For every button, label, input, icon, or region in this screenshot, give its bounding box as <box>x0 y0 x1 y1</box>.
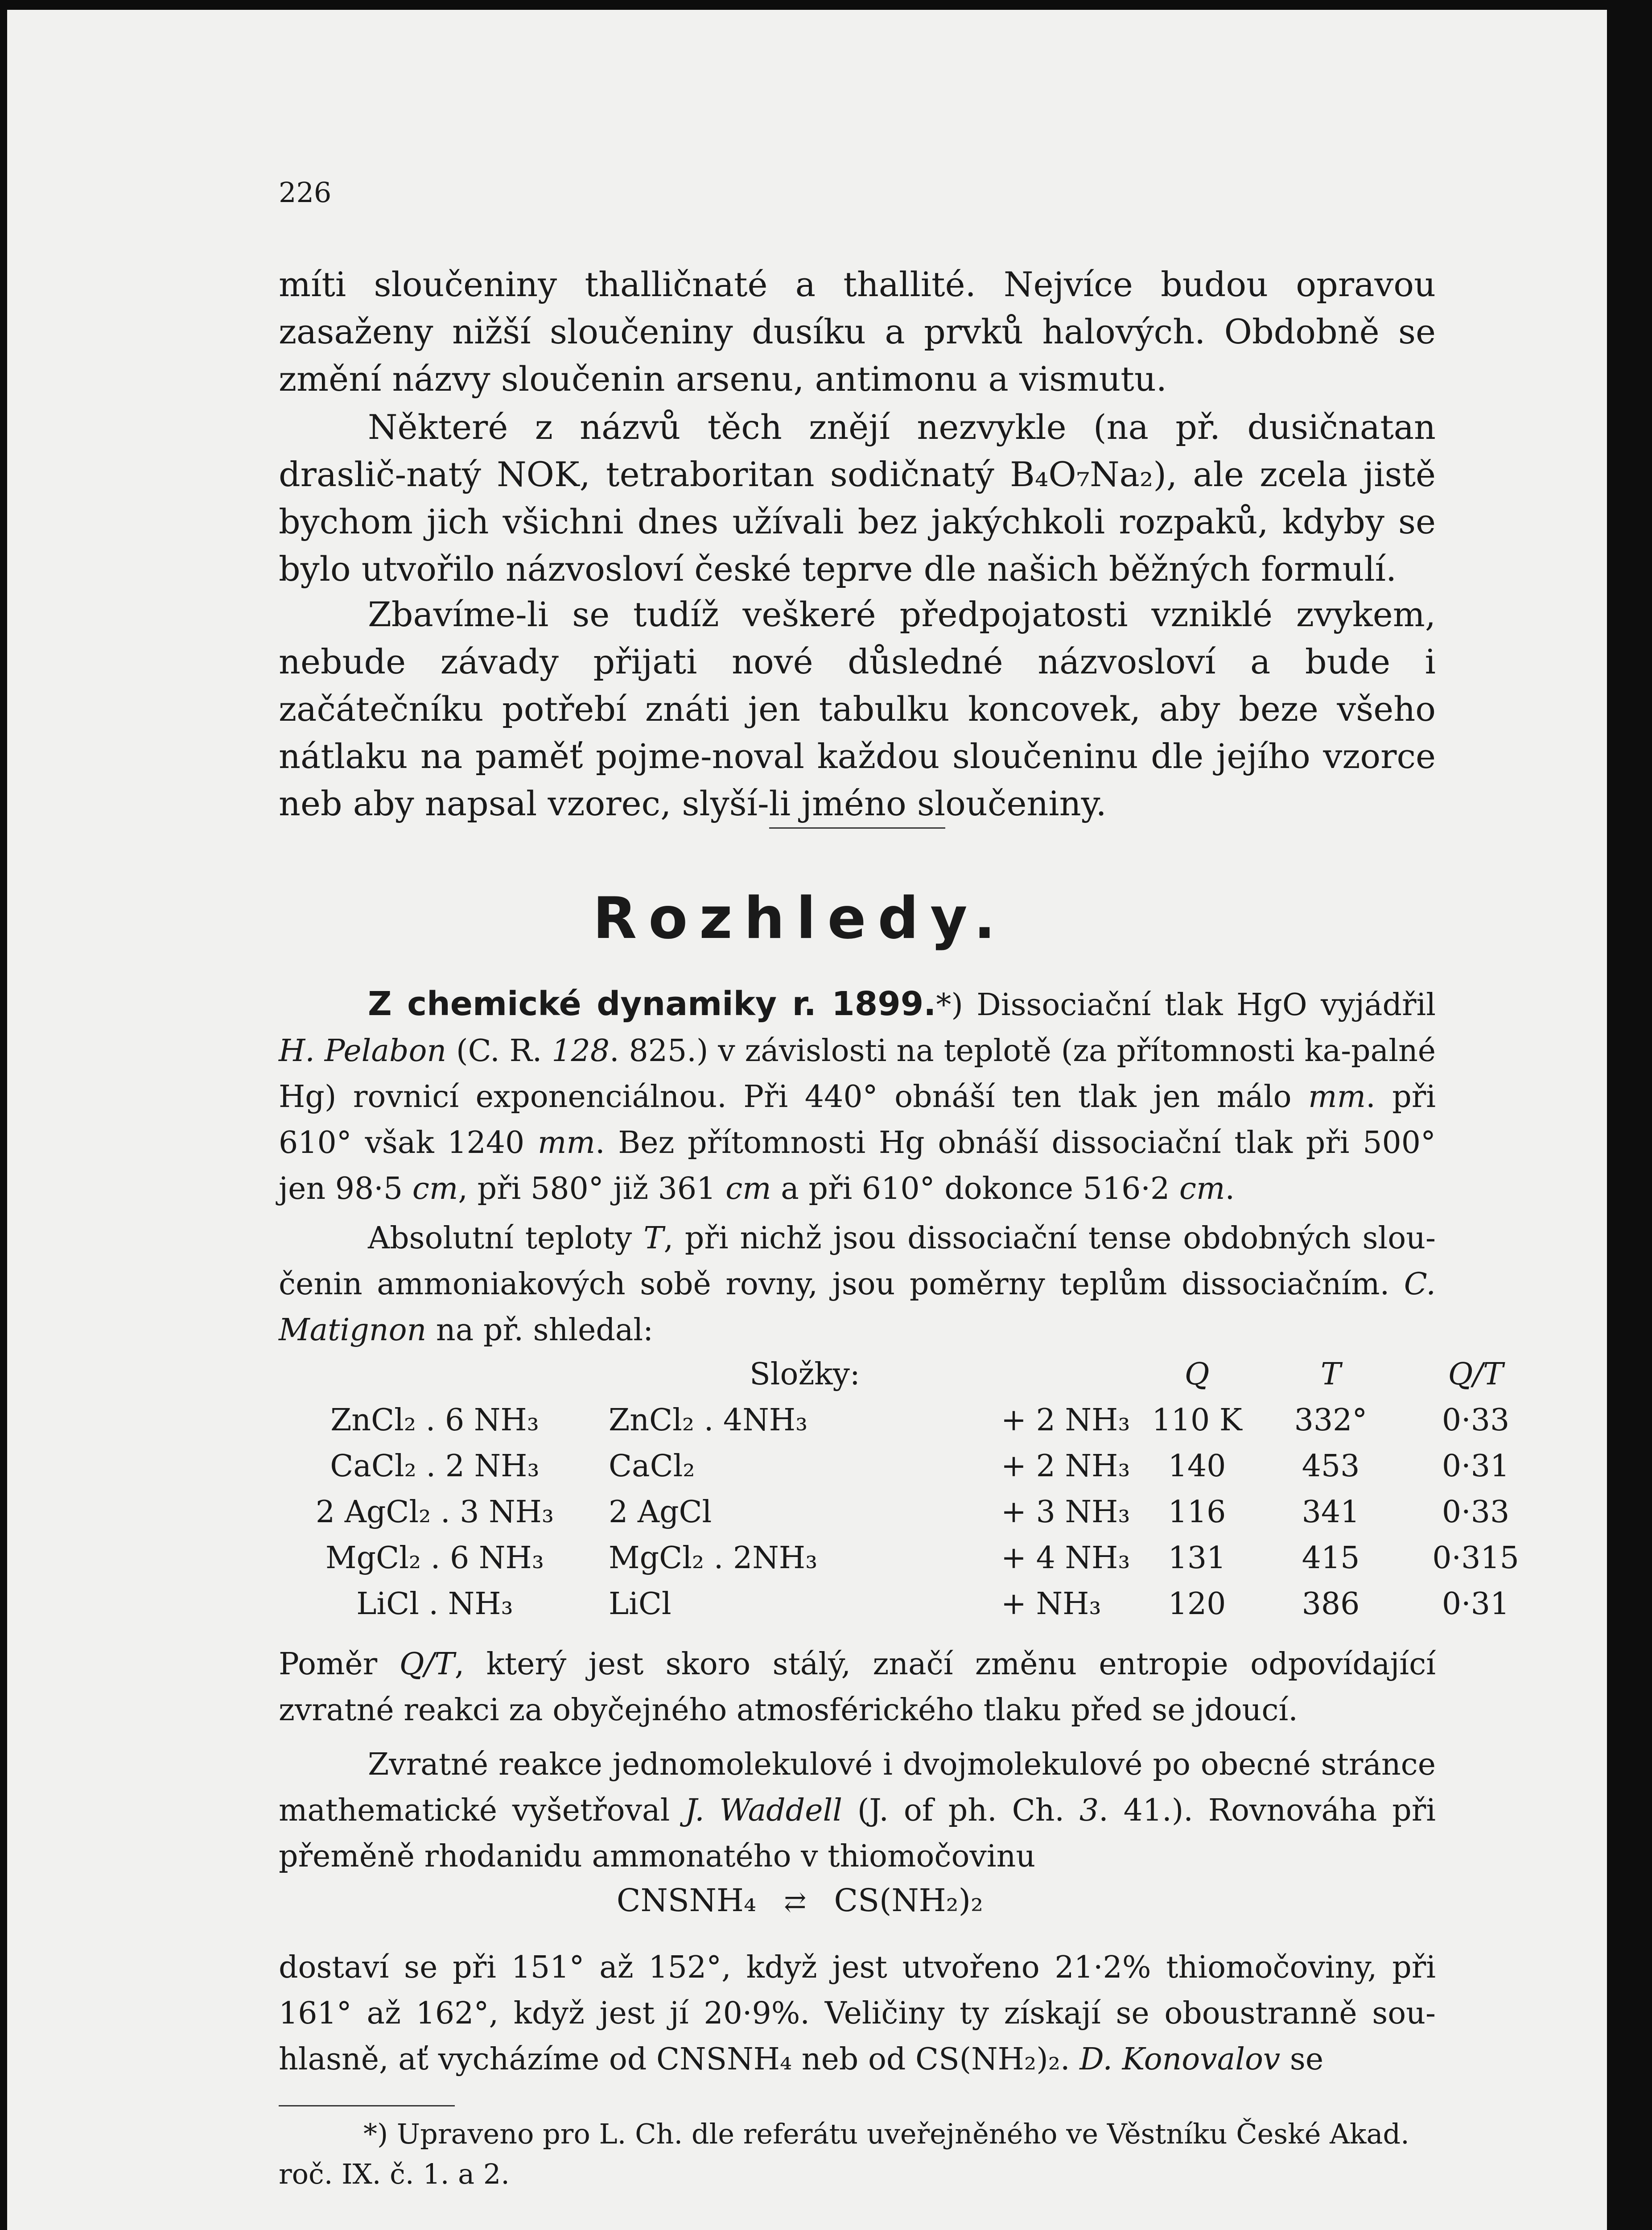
equilibrium-equation <box>0 1882 1600 1919</box>
table-row <box>279 1397 1554 1443</box>
text: Zvratné reakce jednomolekulové i dvojmolekulové po obecné stránce mathematické vyšetřoval <box>279 1747 1436 1828</box>
table-header: Q/T <box>1448 1357 1504 1392</box>
text: dostaví se při 151° až 152°, když jest utvořeno 21·2% thiomočoviny, při 161° až 162°, když jest jí 20·9%. Veličiny ty získají se oboustranně sou-hlasně, ať vycházíme od CNSNH₄ neb od CS(NH₂)₂. <box>279 1950 1436 2077</box>
table-cell: + 2 NH₃ <box>1001 1449 1130 1484</box>
unit: mm <box>1308 1079 1366 1115</box>
table-header: T <box>1320 1357 1341 1392</box>
text: , při 580° již 361 <box>458 1171 726 1206</box>
table-cell: 140 <box>1168 1449 1226 1484</box>
table-cell: ZnCl₂ . 4NH₃ <box>609 1403 808 1438</box>
table-row <box>279 1535 1554 1581</box>
table-cell: LiCl . NH₃ <box>356 1586 513 1622</box>
text: . Bez přítomnosti Hg obnáší dissociační tlak při 500° jen 98·5 <box>279 1125 1436 1206</box>
text: . 41.). Rovnováha při přeměně rhodanidu ammonatého v thiomočovinu <box>279 1793 1436 1874</box>
footnote-mark: *) <box>936 987 963 1023</box>
variable-q-over-t: Q/T <box>399 1647 455 1682</box>
table-cell: 415 <box>1302 1540 1360 1576</box>
table-cell: + 2 NH₃ <box>1001 1403 1130 1438</box>
section-paragraph-1 <box>279 981 1436 1212</box>
formula-tetraborate: B₄O₇Na₂ <box>1010 454 1154 494</box>
table-cell: 341 <box>1302 1495 1360 1530</box>
table-cell: 116 <box>1168 1495 1226 1530</box>
text: (J. of ph. Ch. <box>842 1793 1079 1828</box>
text: , při nichž jsou dissociační tense obdobných slou-čenin ammoniakových sobě rovny, jsou poměrny teplům dissociačním. <box>279 1221 1436 1302</box>
table-row <box>279 1443 1554 1489</box>
table-cell: 332° <box>1294 1403 1368 1438</box>
paragraph-3-text: Zbavíme-li se tudíž veškeré předpojatosti vzniklé zvykem, nebude závady přijati nové důsledné názvosloví a bude i začátečníku potřebí znáti jen tabulku koncovek, aby beze všeho nátlaku na paměť pojme-noval každou sloučeninu dle jejího vzorce neb aby napsal vzorec, slyší-li jméno sloučeniny. <box>279 595 1436 823</box>
paragraph-3 <box>279 591 1436 827</box>
table-cell: + NH₃ <box>1001 1586 1101 1622</box>
author-konovalov: D. Konovalov <box>1079 2042 1281 2077</box>
section-divider <box>769 827 945 829</box>
scan-border-right <box>1607 0 1652 2230</box>
footnote-divider <box>279 2105 455 2106</box>
text: Poměr <box>279 1647 400 1682</box>
paragraph-waddell <box>279 1742 1436 1879</box>
table-header: Složky: <box>750 1357 860 1392</box>
text: na př. shledal: <box>426 1313 654 1348</box>
paragraph-entropy <box>279 1641 1436 1733</box>
table-cell: LiCl <box>609 1586 672 1622</box>
table-cell: 0·33 <box>1442 1403 1510 1438</box>
table-cell: 0·315 <box>1432 1540 1519 1576</box>
text: se <box>1280 2042 1324 2077</box>
paragraph-2-text-a: Některé z názvů těch znějí nezvykle (na př. dusičnatan draslič-natý NOK, tetraboritan sodičnatý <box>279 407 1436 494</box>
paragraph-konovalov <box>279 1945 1436 2082</box>
paragraph-2-text-b: ), ale zcela jistě bychom jich všichni dnes užívali bez jakýchkoli rozpaků, kdyby se bylo utvořilo názvosloví české teprve dle našich běžných formulí. <box>279 454 1436 589</box>
unit: cm <box>725 1171 771 1206</box>
table-header <box>279 1351 591 1397</box>
unit: mm <box>537 1125 595 1160</box>
author-matignon: C. Matignon <box>279 1267 1436 1348</box>
text: . <box>1225 1171 1235 1206</box>
table-row <box>279 1581 1554 1627</box>
equation-left: CNSNH₄ <box>616 1882 757 1919</box>
footnote <box>279 2114 1436 2194</box>
section-paragraph-2 <box>279 1215 1436 1353</box>
table-cell: 2 AgCl <box>609 1495 712 1530</box>
equilibrium-arrow-icon: ⇄ <box>784 1887 807 1918</box>
table-header <box>1001 1351 1130 1397</box>
text: , který jest skoro stálý, značí změnu entropie odpovídající zvratné reakci za obyčejného atmosférického tlaku před se jdoucí. <box>279 1647 1436 1728</box>
table-row <box>279 1489 1554 1535</box>
table-cell: ZnCl₂ . 6 NH₃ <box>330 1403 539 1438</box>
text: . při 610° však 1240 <box>279 1079 1436 1160</box>
text: . 825.) v závislosti na teplotě (za přítomnosti ka-palné Hg) rovnicí exponenciálnou. Při 440° obnáší ten tlak jen málo <box>279 1033 1436 1115</box>
volume: 3 <box>1079 1793 1099 1828</box>
text: Absolutní teploty <box>368 1221 644 1256</box>
table-cell: MgCl₂ . 6 NH₃ <box>325 1540 544 1576</box>
unit: cm <box>1179 1171 1225 1206</box>
paragraph-2 <box>279 404 1436 593</box>
text: (C. R. <box>446 1033 552 1069</box>
table-header: Q <box>1184 1357 1210 1392</box>
footnote-text: *) Upraveno pro L. Ch. dle referátu uveřejněného ve Věstníku České Akad. roč. IX. č. 1. a 2. <box>279 2118 1409 2190</box>
table-cell: 0·33 <box>1442 1495 1510 1530</box>
table-cell: CaCl₂ <box>609 1449 695 1484</box>
variable-t: T <box>643 1221 664 1256</box>
table-cell: 0·31 <box>1442 1586 1510 1622</box>
volume: 128 <box>552 1033 610 1069</box>
author-pelabon: H. Pelabon <box>279 1033 447 1069</box>
table-cell: MgCl₂ . 2NH₃ <box>609 1540 818 1576</box>
table-cell: 453 <box>1302 1449 1360 1484</box>
table-header-row <box>279 1351 1554 1397</box>
paragraph-1: míti sloučeniny thalličnaté a thallité. Nejvíce budou opravou zasaženy nižší sloučeniny dusíku a prvků halových. Obdobně se změní názvy sloučenin arsenu, antimonu a vismutu. <box>279 264 1436 399</box>
table-cell: 386 <box>1302 1586 1360 1622</box>
scan-border-top <box>0 0 1652 10</box>
table-cell: CaCl₂ . 2 NH₃ <box>330 1449 540 1484</box>
table-cell: 2 AgCl₂ . 3 NH₃ <box>315 1495 554 1530</box>
equation-right: CS(NH₂)₂ <box>834 1882 984 1919</box>
text: a při 610° dokonce 516·2 <box>771 1171 1179 1206</box>
text: Dissociační tlak HgO vyjádřil <box>963 987 1436 1023</box>
section-heading: Rozhledy. <box>593 885 1007 952</box>
table-cell: 131 <box>1168 1540 1226 1576</box>
table-cell: + 4 NH₃ <box>1001 1540 1130 1576</box>
table-cell: 120 <box>1168 1586 1226 1622</box>
table-cell: 0·31 <box>1442 1449 1510 1484</box>
table-cell: + 3 NH₃ <box>1001 1495 1130 1530</box>
page-number: 226 <box>279 176 332 209</box>
author-waddell: J. Waddell <box>685 1793 842 1828</box>
section-title: Z chemické dynamiky r. 1899. <box>368 985 936 1023</box>
table-cell: 110 K <box>1152 1403 1242 1438</box>
unit: cm <box>412 1171 458 1206</box>
dissociation-table <box>279 1351 1554 1627</box>
